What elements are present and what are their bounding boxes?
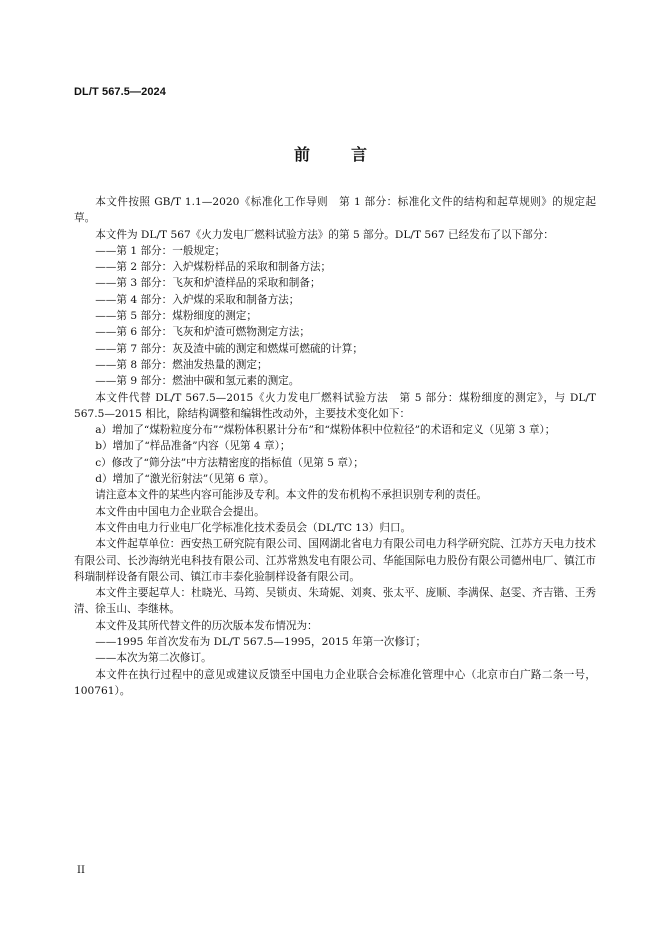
- change-text: 修改了“筛分法”中方法精密度的指标值（见第 5 章）；: [111, 456, 364, 469]
- paragraph-feedback: 本文件在执行过程中的意见或建议反馈至中国电力企业联合会标准化管理中心（北京市白广路二条一号，100761）。: [74, 668, 596, 697]
- part-list-item: ——第 8 部分：燃油发热量的测定；: [95, 358, 268, 371]
- change-text: 增加了“激光衍射法”（见第 6 章）。: [112, 473, 275, 486]
- history-item: ——1995 年首次发布为 DL/T 567.5—1995，2015 年第一次修订；: [95, 636, 427, 649]
- part-list-item: ——第 9 部分：燃油中碳和氢元素的测定。: [95, 375, 300, 388]
- change-item: [74, 471, 596, 487]
- history-item: ——本次为第二次修订。: [95, 652, 212, 665]
- paragraph-patent-notice: 请注意本文件的某些内容可能涉及专利。本文件的发布机构不承担识别专利的责任。: [95, 489, 488, 502]
- title-char-1: 前: [293, 145, 311, 164]
- standard-code: DL/T 567.5—2024: [74, 86, 166, 98]
- part-list-item: ——第 4 部分：入炉煤的采取和制备方法；: [95, 293, 300, 306]
- paragraph-drafting-rules: 本文件按照 GB/T 1.1—2020《标准化工作导则 第 1 部分：标准化文件的结构和起草规则》的规定起草。: [74, 196, 596, 225]
- part-list-item: ——第 7 部分：灰及渣中硫的测定和燃煤可燃硫的计算；: [95, 342, 363, 355]
- paragraph-history-intro: 本文件及其所代替文件的历次版本发布情况为：: [95, 619, 318, 632]
- paragraph-committee: 本文件由电力行业电厂化学标准化技术委员会（DL/TC 13）归口。: [95, 521, 412, 534]
- part-list-item: ——第 1 部分：一般规定；: [95, 244, 226, 257]
- change-label: b）: [95, 440, 113, 453]
- change-item: [74, 438, 596, 454]
- change-item: [74, 422, 596, 438]
- paragraph-proposer: 本文件由中国电力企业联合会提出。: [95, 505, 265, 518]
- part-list-item: ——第 6 部分：飞灰和炉渣可燃物测定方法；: [95, 326, 310, 339]
- part-list-item: ——第 5 部分：煤粉细度的测定；: [95, 310, 257, 323]
- change-label: a）: [95, 424, 113, 437]
- paragraph-drafting-units: 本文件起草单位：西安热工研究院有限公司、国网湖北省电力有限公司电力科学研究院、江苏方天电力技术有限公司、长沙海纳光电科技有限公司、江苏常熟发电有限公司、华能国际电力股份有限公司德州电厂、镇江市科瑞制样设备有限公司、镇江市丰泰化验制样设备有限公司。: [74, 538, 596, 583]
- change-text: 增加了“样品准备”内容（见第 4 章）；: [112, 440, 291, 453]
- paragraph-replacement: 本文件代替 DL/T 567.5—2015《火力发电厂燃料试验方法 第 5 部分：煤粉细度的测定》，与 DL/T 567.5—2015 相比，除结构调整和编辑性改动外，主要技术变化如下：: [74, 391, 596, 420]
- paragraph-drafters: 本文件主要起草人：杜晓光、马筠、吴锁贞、朱琦妮、刘爽、张太平、庞顺、李满保、赵雯、齐吉锴、王秀清、徐玉山、李继林。: [74, 587, 596, 616]
- page-title: [0, 142, 662, 165]
- page-number: II: [77, 865, 85, 876]
- change-item: [74, 455, 596, 471]
- change-label: c）: [95, 456, 112, 469]
- paragraph-series-intro: 本文件为 DL/T 567《火力发电厂燃料试验方法》的第 5 部分。DL/T 567 已经发布了以下部分：: [95, 228, 554, 241]
- part-list-item: ——第 2 部分：入炉煤粉样品的采取和制备方法；: [95, 261, 332, 274]
- part-list-item: ——第 3 部分：飞灰和炉渣样品的采取和制备；: [95, 277, 321, 290]
- change-text: 增加了“煤粉粒度分布”“煤粉体积累计分布”和“煤粉体积中位粒径”的术语和定义（见第 3 章）；: [112, 424, 556, 437]
- title-char-2: 言: [351, 145, 369, 164]
- foreword-body: [74, 194, 596, 699]
- change-label: d）: [95, 473, 113, 486]
